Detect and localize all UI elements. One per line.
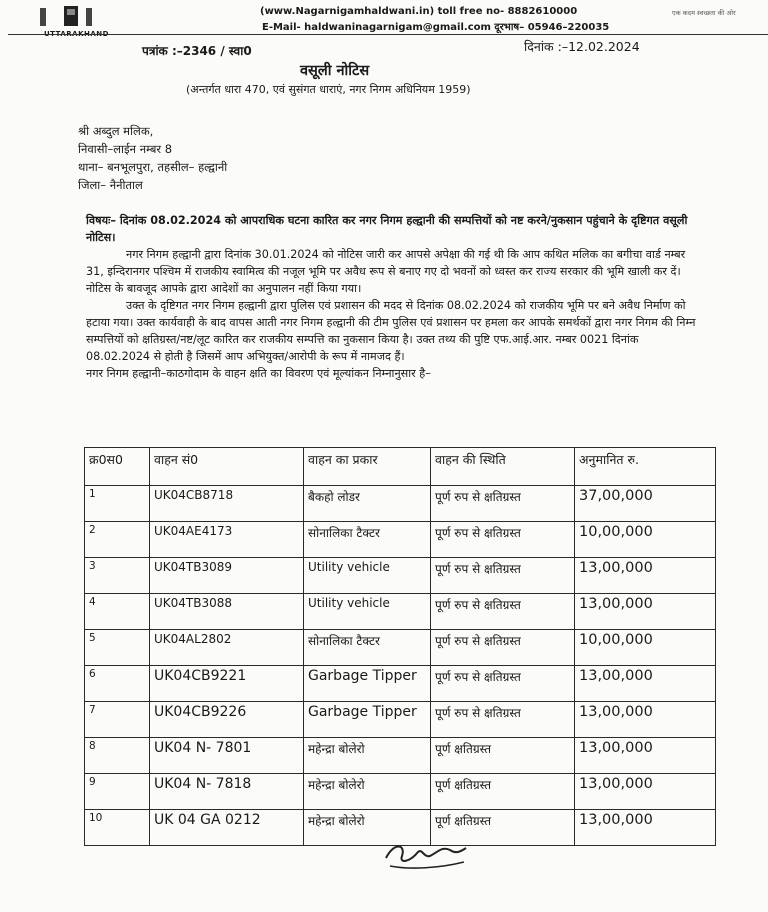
cell-vehicle-number: UK04AL2802 [150, 630, 304, 666]
cell-vehicle-status: पूर्ण रुप से क्षतिग्रस्त [431, 486, 575, 522]
addressee-police-station: थाना– बनभूलपुरा, तहसील– हल्द्वानी [78, 160, 228, 174]
addressee-residence: निवासी–लाईन नम्बर 8 [78, 142, 173, 156]
cell-vehicle-type: Utility vehicle [304, 594, 431, 630]
cell-serial: 6 [85, 666, 150, 702]
cell-vehicle-status: पूर्ण रुप से क्षतिग्रस्त [431, 558, 575, 594]
cell-serial: 1 [85, 486, 150, 522]
cell-serial: 5 [85, 630, 150, 666]
table-row [85, 630, 716, 666]
paragraph-1: नगर निगम हल्द्वानी द्वारा दिनांक 30.01.2024 को नोटिस जारी कर आपसे अपेक्षा की गई थी कि आप कथित मलिक का बगीचा वार्ड नम्बर 31, इन्दिरानगर पश्चिम में राजकीय स्वामित्व की नजूल भूमि पर अवैध रूप से बनाए गए दो भवनों को ध्वस्त कर राज्य सरकार की भूमि खाली कर दें। नोटिस के बावजूद आपके द्वारा आदेशों का अनुपालन नहीं किया गया। [86, 248, 686, 295]
handwritten-signature [380, 836, 470, 872]
cell-vehicle-number: UK04TB3089 [150, 558, 304, 594]
cell-serial: 8 [85, 738, 150, 774]
cell-serial: 4 [85, 594, 150, 630]
cell-amount: 10,00,000 [575, 630, 716, 666]
cell-vehicle-type: Utility vehicle [304, 558, 431, 594]
cell-vehicle-type: Garbage Tipper [304, 702, 431, 738]
addressee-district: जिला– नैनीताल [78, 178, 143, 192]
cell-serial: 2 [85, 522, 150, 558]
cell-vehicle-type: सोनालिका टैक्टर [304, 630, 431, 666]
cell-amount: 13,00,000 [575, 594, 716, 630]
letter-date: दिनांक :–12.02.2024 [524, 39, 640, 54]
cell-amount: 13,00,000 [575, 666, 716, 702]
cell-vehicle-type: महेन्द्रा बोलेरो [304, 738, 431, 774]
slogan: एक कदम स्वच्छता की ओर [672, 9, 736, 17]
header-vehicle-type: वाहन का प्रकार [304, 448, 431, 486]
table-row [85, 666, 716, 702]
cell-amount: 37,00,000 [575, 486, 716, 522]
header-vehicle-status: वाहन की स्थिति [431, 448, 575, 486]
cell-vehicle-status: पूर्ण रुप से क्षतिग्रस्त [431, 666, 575, 702]
table-row [85, 594, 716, 630]
cell-vehicle-number: UK04AE4173 [150, 522, 304, 558]
cell-vehicle-type: सोनालिका टैक्टर [304, 522, 431, 558]
cell-serial: 10 [85, 810, 150, 846]
cell-vehicle-type: महेन्द्रा बोलेरो [304, 810, 431, 846]
addressee-name: श्री अब्दुल मलिक, [78, 124, 154, 138]
website-line: (www.Nagarnigamhaldwani.in) toll free no- 8882610000 [260, 6, 578, 17]
cell-amount: 13,00,000 [575, 738, 716, 774]
table-row [85, 486, 716, 522]
state-name: UTTARAKHAND [44, 30, 109, 38]
cell-vehicle-status: पूर्ण रुप से क्षतिग्रस्त [431, 630, 575, 666]
letter-body [86, 212, 696, 382]
notice-subtitle: (अन्तर्गत धारा 470, एवं सुसंगत धाराएं, नगर निगम अधिनियम 1959) [186, 83, 471, 96]
cell-vehicle-status: पूर्ण रुप से क्षतिग्रस्त [431, 522, 575, 558]
header-vehicle-number: वाहन सं0 [150, 448, 304, 486]
cell-vehicle-number: UK04CB8718 [150, 486, 304, 522]
reference-number: पत्रांक :–2346 / स्वा0 [142, 44, 252, 58]
cell-amount: 13,00,000 [575, 702, 716, 738]
cell-vehicle-status: पूर्ण क्षतिग्रस्त [431, 774, 575, 810]
paragraph-3: नगर निगम हल्द्वानी–काठगोदाम के वाहन क्षति का विवरण एवं मूल्यांकन निम्नानुसार है– [86, 367, 431, 380]
cell-amount: 13,00,000 [575, 558, 716, 594]
cell-vehicle-status: पूर्ण क्षतिग्रस्त [431, 810, 575, 846]
cell-vehicle-status: पूर्ण क्षतिग्रस्त [431, 738, 575, 774]
table-row [85, 522, 716, 558]
table-row [85, 702, 716, 738]
cell-vehicle-status: पूर्ण रुप से क्षतिग्रस्त [431, 594, 575, 630]
header-divider [8, 34, 768, 35]
cell-serial: 3 [85, 558, 150, 594]
emblem-logo [36, 4, 100, 44]
table-row [85, 558, 716, 594]
subject-line: विषयः– दिनांक 08.02.2024 को आपराधिक घटना कारित कर नगर निगम हल्द्वानी की सम्पत्तियों को नष्ट करने/नुकसान पहुंचाने के दृष्टिगत वसूली नोटिस। [86, 214, 688, 244]
vehicle-damage-table [84, 447, 716, 846]
cell-amount: 13,00,000 [575, 774, 716, 810]
cell-serial: 7 [85, 702, 150, 738]
notice-title: वसूली नोटिस [300, 63, 370, 79]
cell-amount: 10,00,000 [575, 522, 716, 558]
cell-vehicle-type: महेन्द्रा बोलेरो [304, 774, 431, 810]
cell-vehicle-number: UK04 N- 7801 [150, 738, 304, 774]
email-line: E-Mail- haldwaninagarnigam@gmail.com दूरभाष– 05946–220035 [262, 22, 610, 33]
header-estimated-amount: अनुमानित रु. [575, 448, 716, 486]
cell-vehicle-status: पूर्ण रुप से क्षतिग्रस्त [431, 702, 575, 738]
table-row [85, 774, 716, 810]
cell-vehicle-number: UK04CB9221 [150, 666, 304, 702]
cell-amount: 13,00,000 [575, 810, 716, 846]
cell-vehicle-number: UK04CB9226 [150, 702, 304, 738]
cell-vehicle-type: बैकहो लोडर [304, 486, 431, 522]
cell-vehicle-number: UK04 N- 7818 [150, 774, 304, 810]
cell-vehicle-type: Garbage Tipper [304, 666, 431, 702]
header-serial: क्र0स0 [85, 448, 150, 486]
table-row [85, 738, 716, 774]
cell-vehicle-number: UK 04 GA 0212 [150, 810, 304, 846]
paragraph-2: उक्त के दृष्टिगत नगर निगम हल्द्वानी द्वारा पुलिस एवं प्रशासन की मदद से दिनांक 08.02.2024 को राजकीय भूमि पर बने अवैध निर्माण को हटाया गया। उक्त कार्यवाही के बाद वापस आती नगर निगम हल्द्वानी की टीम पुलिस एवं प्रशासन पर हमला कर आपके समर्थकों द्वारा नगर निगम की निम्न सम्पत्तियों को क्षतिग्रस्त/नष्ट/लूट कारित कर राजकीय सम्पत्ति का नुकसान किया है। उक्त तथ्य की पुष्टि एफ.आई.आर. नम्बर 0021 दिनांक 08.02.2024 से होती है जिसमें आप अभियुक्त/आरोपी के रूप में नामजद हैं। [86, 299, 696, 363]
cell-vehicle-number: UK04TB3088 [150, 594, 304, 630]
cell-serial: 9 [85, 774, 150, 810]
table-header-row [85, 448, 716, 486]
